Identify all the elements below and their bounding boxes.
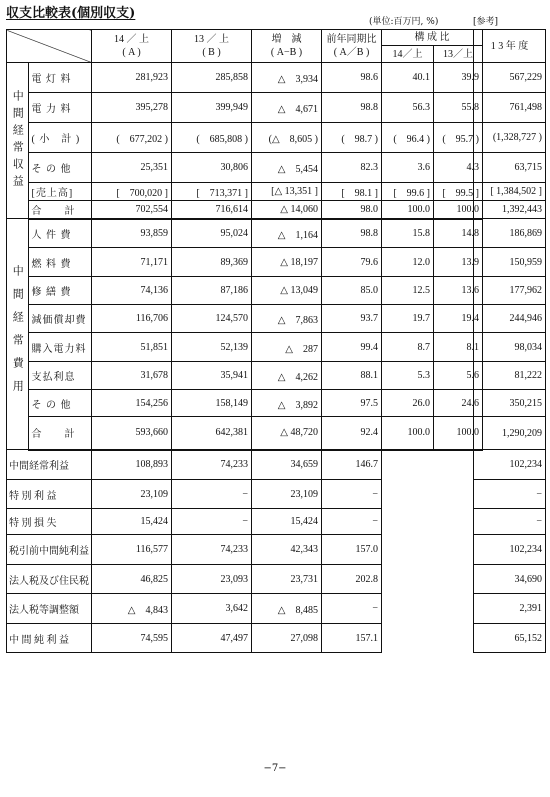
ref-year-value: 244,946	[474, 305, 546, 333]
ref-year-value: 761,498	[474, 93, 546, 123]
value-comp-b: 39.9	[434, 63, 483, 93]
table-row	[7, 248, 483, 277]
value-comp-b: 19.4	[434, 305, 483, 333]
value-diff: △ 3,934	[252, 63, 322, 93]
ref-year-value: (1,328,727 )	[474, 123, 546, 153]
ref-year-value: 102,234	[474, 535, 546, 565]
value-comp-b: 14.8	[434, 219, 483, 248]
table-row	[7, 93, 483, 123]
value-diff: △ 1,164	[252, 219, 322, 248]
value-13-h1: 47,497	[172, 624, 252, 653]
row-label: 中 間 純 利 益	[7, 624, 92, 653]
value-ratio: 157.1	[322, 624, 382, 653]
value-diff: △ 7,863	[252, 305, 322, 333]
table-row	[7, 219, 483, 248]
header-comp-a: 14／上	[382, 46, 434, 63]
value-diff: △ 48,720	[252, 417, 322, 450]
row-label: そ の 他	[28, 390, 92, 417]
ref-year-value: 65,152	[474, 624, 546, 653]
table-row	[7, 333, 483, 362]
value-13-h1: 89,369	[172, 248, 252, 277]
value-14-h1: 23,109	[92, 480, 172, 509]
value-comp-b: 8.1	[434, 333, 483, 362]
value-13-h1: −	[172, 509, 252, 535]
header-col-b: 13 ／ 上 ( B )	[172, 30, 252, 63]
value-14-h1: 74,136	[92, 277, 172, 305]
value-ratio: −	[322, 594, 382, 624]
empty-cell	[382, 535, 483, 565]
value-13-h1: 3,642	[172, 594, 252, 624]
value-ratio: 88.1	[322, 362, 382, 390]
row-label: 法人税及び住民税	[7, 565, 92, 594]
value-14-h1: 15,424	[92, 509, 172, 535]
ref-year-value: 350,215	[474, 390, 546, 417]
row-label: 支払利息	[28, 362, 92, 390]
value-ratio: 79.6	[322, 248, 382, 277]
value-14-h1: [ 700,020 ]	[92, 183, 172, 201]
value-ratio: 93.7	[322, 305, 382, 333]
value-comp-a: [ 99.6 ]	[382, 183, 434, 201]
table-row	[7, 153, 483, 183]
row-label: 合 計	[28, 417, 92, 450]
value-comp-b: 55.8	[434, 93, 483, 123]
ref-year-value: 102,234	[474, 450, 546, 480]
value-13-h1: 95,024	[172, 219, 252, 248]
value-comp-b: 4.3	[434, 153, 483, 183]
value-13-h1: 158,149	[172, 390, 252, 417]
value-comp-b: 100.0	[434, 201, 483, 219]
value-comp-b: 5.6	[434, 362, 483, 390]
value-14-h1: 702,554	[92, 201, 172, 219]
row-label: そ の 他	[28, 153, 92, 183]
value-comp-b: ( 95.7 )	[434, 123, 483, 153]
value-13-h1: ( 685,808 )	[172, 123, 252, 153]
value-comp-a: 19.7	[382, 305, 434, 333]
value-comp-a: 5.3	[382, 362, 434, 390]
value-comp-b: 13.9	[434, 248, 483, 277]
value-ratio: 98.8	[322, 93, 382, 123]
row-label: 電 灯 料	[28, 63, 92, 93]
ref-year-value: 98,034	[474, 333, 546, 362]
value-ratio: 92.4	[322, 417, 382, 450]
row-label: 燃 料 費	[28, 248, 92, 277]
value-diff: △ 4,262	[252, 362, 322, 390]
value-ratio: 85.0	[322, 277, 382, 305]
value-diff: △ 8,485	[252, 594, 322, 624]
corner-cell	[7, 30, 92, 63]
value-14-h1: 593,660	[92, 417, 172, 450]
value-13-h1: 642,381	[172, 417, 252, 450]
value-13-h1: 23,093	[172, 565, 252, 594]
table-row	[7, 390, 483, 417]
ref-year-value: 2,391	[474, 594, 546, 624]
reference-tag: [参考]	[473, 17, 499, 27]
empty-cell	[382, 624, 483, 653]
row-label: 人 件 費	[28, 219, 92, 248]
value-14-h1: △ 4,843	[92, 594, 172, 624]
table-row	[7, 362, 483, 390]
ref-year-value: 150,959	[474, 248, 546, 277]
ref-year-value: 177,962	[474, 277, 546, 305]
page-title: 収支比較表(個別収支)	[6, 6, 136, 21]
value-ratio: 98.6	[322, 63, 382, 93]
value-diff: △ 3,892	[252, 390, 322, 417]
value-ratio: 97.5	[322, 390, 382, 417]
value-13-h1: 87,186	[172, 277, 252, 305]
value-diff: 23,109	[252, 480, 322, 509]
value-14-h1: 395,278	[92, 93, 172, 123]
value-14-h1: 71,171	[92, 248, 172, 277]
value-13-h1: 74,233	[172, 535, 252, 565]
value-14-h1: 74,595	[92, 624, 172, 653]
value-14-h1: 154,256	[92, 390, 172, 417]
unit-note: (単位:百万円, %)	[369, 17, 439, 27]
value-diff: △ 287	[252, 333, 322, 362]
value-ratio: 146.7	[322, 450, 382, 480]
value-14-h1: 46,825	[92, 565, 172, 594]
ref-year-value: 567,229	[474, 63, 546, 93]
ref-year-value: 1,290,209	[474, 417, 546, 450]
value-comp-b: 13.6	[434, 277, 483, 305]
value-14-h1: 281,923	[92, 63, 172, 93]
value-comp-a: 12.0	[382, 248, 434, 277]
value-ratio: −	[322, 509, 382, 535]
expense-group	[7, 219, 29, 450]
table-row	[7, 624, 483, 653]
value-13-h1: 716,614	[172, 201, 252, 219]
ref-year-value: −	[474, 509, 546, 535]
value-comp-b: 100.0	[434, 417, 483, 450]
header-composition: 構 成 比	[382, 30, 483, 46]
table-row	[7, 480, 483, 509]
row-label: 特 別 損 失	[7, 509, 92, 535]
value-diff: △ 5,454	[252, 153, 322, 183]
value-diff: [△ 13,351 ]	[252, 183, 322, 201]
value-13-h1: 52,139	[172, 333, 252, 362]
ref-year-value: 1,392,443	[474, 201, 546, 219]
value-comp-a: 100.0	[382, 201, 434, 219]
revenue-group	[7, 63, 29, 219]
value-comp-a: ( 96.4 )	[382, 123, 434, 153]
value-13-h1: 399,949	[172, 93, 252, 123]
value-comp-a: 3.6	[382, 153, 434, 183]
revenue-group-label: 中間経常収益	[11, 89, 24, 192]
value-diff: 27,098	[252, 624, 322, 653]
value-ratio: ( 98.7 )	[322, 123, 382, 153]
header-ratio: 前年同期比 ( A／B )	[322, 30, 382, 63]
value-comp-a: 12.5	[382, 277, 434, 305]
header-comp-b: 13／上	[434, 46, 483, 63]
value-ratio: 98.0	[322, 201, 382, 219]
row-label: 合 計	[28, 201, 92, 219]
value-14-h1: 31,678	[92, 362, 172, 390]
value-14-h1: ( 677,202 )	[92, 123, 172, 153]
value-diff: △ 18,197	[252, 248, 322, 277]
table-row	[7, 277, 483, 305]
value-diff: 23,731	[252, 565, 322, 594]
value-diff: △ 14,060	[252, 201, 322, 219]
table-row	[7, 565, 483, 594]
value-13-h1: 35,941	[172, 362, 252, 390]
ref-year-value: 34,690	[474, 565, 546, 594]
value-13-h1: 124,570	[172, 305, 252, 333]
value-comp-b: [ 99.5 ]	[434, 183, 483, 201]
row-label: ( 小 計 )	[28, 123, 92, 153]
table-row	[7, 63, 483, 93]
value-13-h1: −	[172, 480, 252, 509]
row-label: 法人税等調整額	[7, 594, 92, 624]
value-comp-a: 15.8	[382, 219, 434, 248]
row-label: 購入電力料	[28, 333, 92, 362]
header-col-a: 14 ／ 上 ( A )	[92, 30, 172, 63]
row-label: 特 別 利 益	[7, 480, 92, 509]
header-ref-year: 1 3 年 度	[474, 30, 546, 63]
value-comp-a: 40.1	[382, 63, 434, 93]
value-ratio: 98.8	[322, 219, 382, 248]
table-row	[7, 594, 483, 624]
table-row	[7, 535, 483, 565]
expense-group-label: 中間経常費用	[11, 265, 24, 403]
ref-year-value: [ 1,384,502 ]	[474, 183, 546, 201]
row-label: 修 繕 費	[28, 277, 92, 305]
value-diff: 34,659	[252, 450, 322, 480]
value-comp-a: 26.0	[382, 390, 434, 417]
table-row	[7, 305, 483, 333]
ref-year-value: 63,715	[474, 153, 546, 183]
empty-cell	[382, 450, 483, 480]
row-label: 中間経常利益	[7, 450, 92, 480]
value-13-h1: [ 713,371 ]	[172, 183, 252, 201]
ref-year-value: 186,869	[474, 219, 546, 248]
value-14-h1: 93,859	[92, 219, 172, 248]
reference-table	[473, 29, 546, 653]
empty-cell	[382, 594, 483, 624]
value-ratio: 202.8	[322, 565, 382, 594]
table-row	[7, 417, 483, 450]
comparison-table	[6, 29, 483, 653]
value-diff: (△ 8,605 )	[252, 123, 322, 153]
value-diff: △ 13,049	[252, 277, 322, 305]
table-row	[7, 183, 483, 201]
value-14-h1: 51,851	[92, 333, 172, 362]
value-comp-b: 24.6	[434, 390, 483, 417]
value-13-h1: 30,806	[172, 153, 252, 183]
table-row	[7, 509, 483, 535]
value-diff: 42,343	[252, 535, 322, 565]
value-ratio: 82.3	[322, 153, 382, 183]
table-row	[7, 450, 483, 480]
value-diff: 15,424	[252, 509, 322, 535]
ref-year-value: 81,222	[474, 362, 546, 390]
empty-cell	[382, 509, 483, 535]
value-comp-a: 8.7	[382, 333, 434, 362]
value-comp-a: 56.3	[382, 93, 434, 123]
page-number: −7−	[263, 763, 287, 774]
row-label: 電 力 料	[28, 93, 92, 123]
value-ratio: 157.0	[322, 535, 382, 565]
value-14-h1: 108,893	[92, 450, 172, 480]
value-14-h1: 25,351	[92, 153, 172, 183]
table-row	[7, 201, 483, 219]
header-diff: 増 減 ( A−B )	[252, 30, 322, 63]
value-ratio: [ 98.1 ]	[322, 183, 382, 201]
value-14-h1: 116,706	[92, 305, 172, 333]
value-14-h1: 116,577	[92, 535, 172, 565]
empty-cell	[382, 565, 483, 594]
row-label: [売上高]	[28, 183, 92, 201]
value-13-h1: 74,233	[172, 450, 252, 480]
value-ratio: 99.4	[322, 333, 382, 362]
table-row	[7, 123, 483, 153]
row-label: 減価償却費	[28, 305, 92, 333]
value-13-h1: 285,858	[172, 63, 252, 93]
empty-cell	[382, 480, 483, 509]
row-label: 税引前中間純利益	[7, 535, 92, 565]
ref-year-value: −	[474, 480, 546, 509]
value-comp-a: 100.0	[382, 417, 434, 450]
value-diff: △ 4,671	[252, 93, 322, 123]
value-ratio: −	[322, 480, 382, 509]
